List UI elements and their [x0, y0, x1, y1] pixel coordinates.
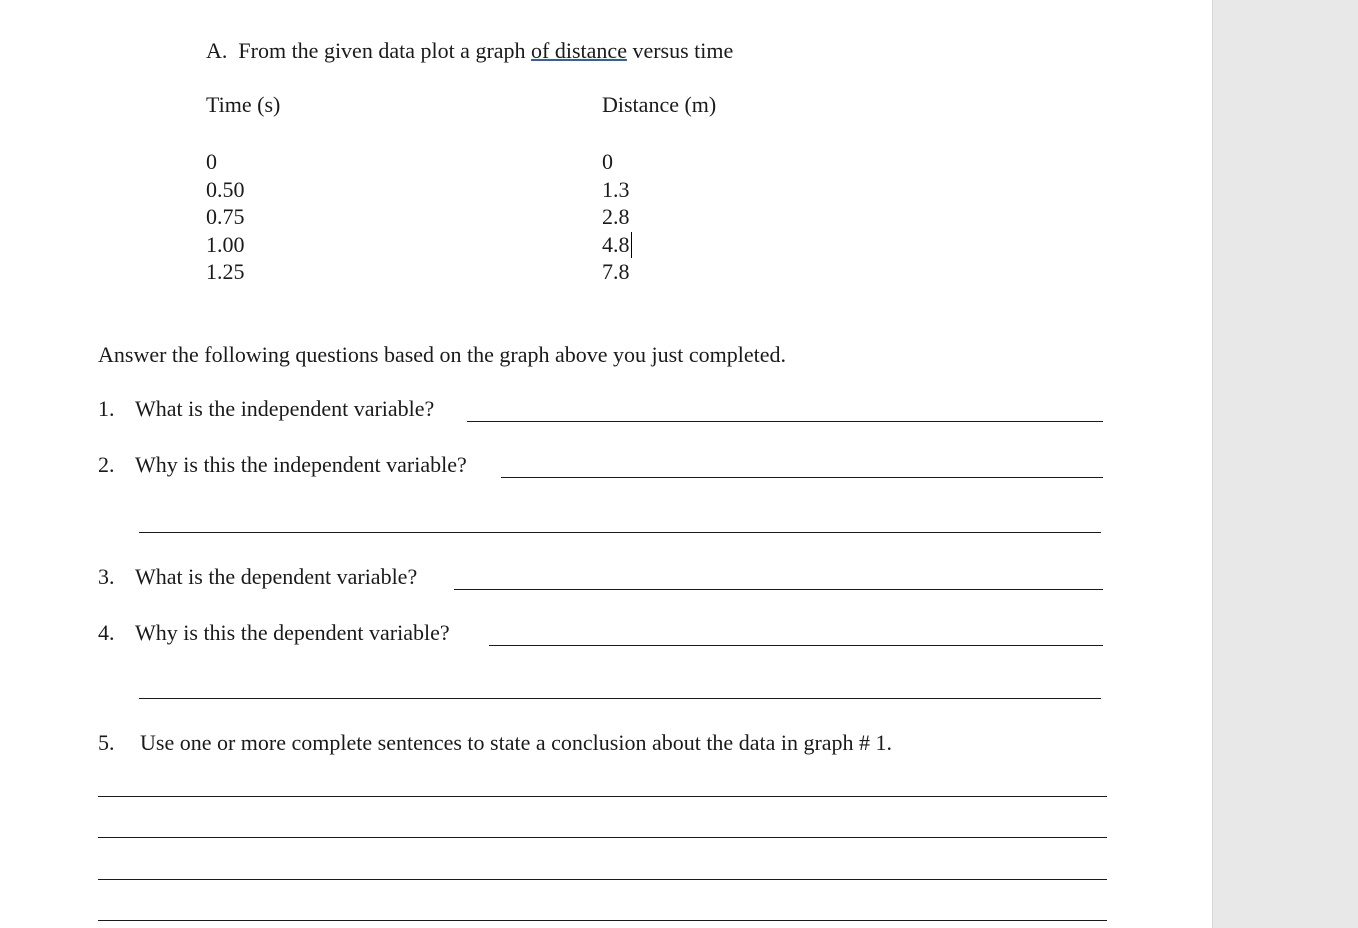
spelling-flagged-text[interactable]: of distance [531, 38, 627, 63]
distance-value: 7.8 [602, 259, 630, 284]
question-number: 2. [98, 452, 115, 477]
section-a-label: A. [206, 38, 228, 63]
answer-line[interactable] [139, 698, 1101, 699]
question-number: 4. [98, 620, 115, 645]
question-text: Why is this the independent variable? [135, 452, 467, 477]
section-a-heading [206, 38, 733, 64]
answer-line[interactable] [489, 645, 1103, 646]
time-value: 0.50 [206, 176, 245, 202]
section-a-text-after: versus time [626, 38, 734, 63]
question-text: Why is this the dependent variable? [135, 620, 450, 645]
question-text: What is the dependent variable? [135, 564, 418, 589]
question-text: Use one or more complete sentences to state a conclusion about the data in graph # 1. [140, 730, 893, 755]
time-value: 0 [206, 149, 217, 174]
question-text: What is the independent variable? [135, 396, 435, 421]
distance-value: 0 [602, 149, 613, 174]
distance-value: 2.8 [602, 204, 630, 229]
question-number: 1. [98, 396, 115, 421]
text-cursor [631, 232, 632, 258]
answer-line[interactable] [98, 796, 1107, 797]
section-a-text-before: From the given data plot a graph [238, 38, 532, 63]
time-value: 0.75 [206, 204, 245, 229]
answer-line[interactable] [467, 421, 1103, 422]
answer-line[interactable] [501, 477, 1103, 478]
time-value: 1.00 [206, 231, 245, 257]
answer-line[interactable] [139, 532, 1101, 533]
document-background-gutter [1212, 0, 1358, 928]
answer-line[interactable] [98, 837, 1107, 838]
distance-values-list [602, 148, 632, 286]
distance-column-header: Distance (m) [602, 92, 717, 117]
distance-value: 1.3 [602, 176, 630, 202]
time-values-list [206, 148, 245, 286]
answer-line[interactable] [454, 589, 1103, 590]
distance-value: 4.8 [602, 231, 630, 257]
question-number: 3. [98, 564, 115, 589]
question-number: 5. [98, 730, 115, 755]
instructions-text: Answer the following questions based on the graph above you just completed. [98, 342, 786, 367]
time-column-header: Time (s) [206, 92, 281, 117]
answer-line[interactable] [98, 879, 1107, 880]
distance-value-with-caret[interactable] [602, 231, 632, 259]
time-value: 1.25 [206, 259, 245, 284]
answer-line[interactable] [98, 920, 1107, 921]
